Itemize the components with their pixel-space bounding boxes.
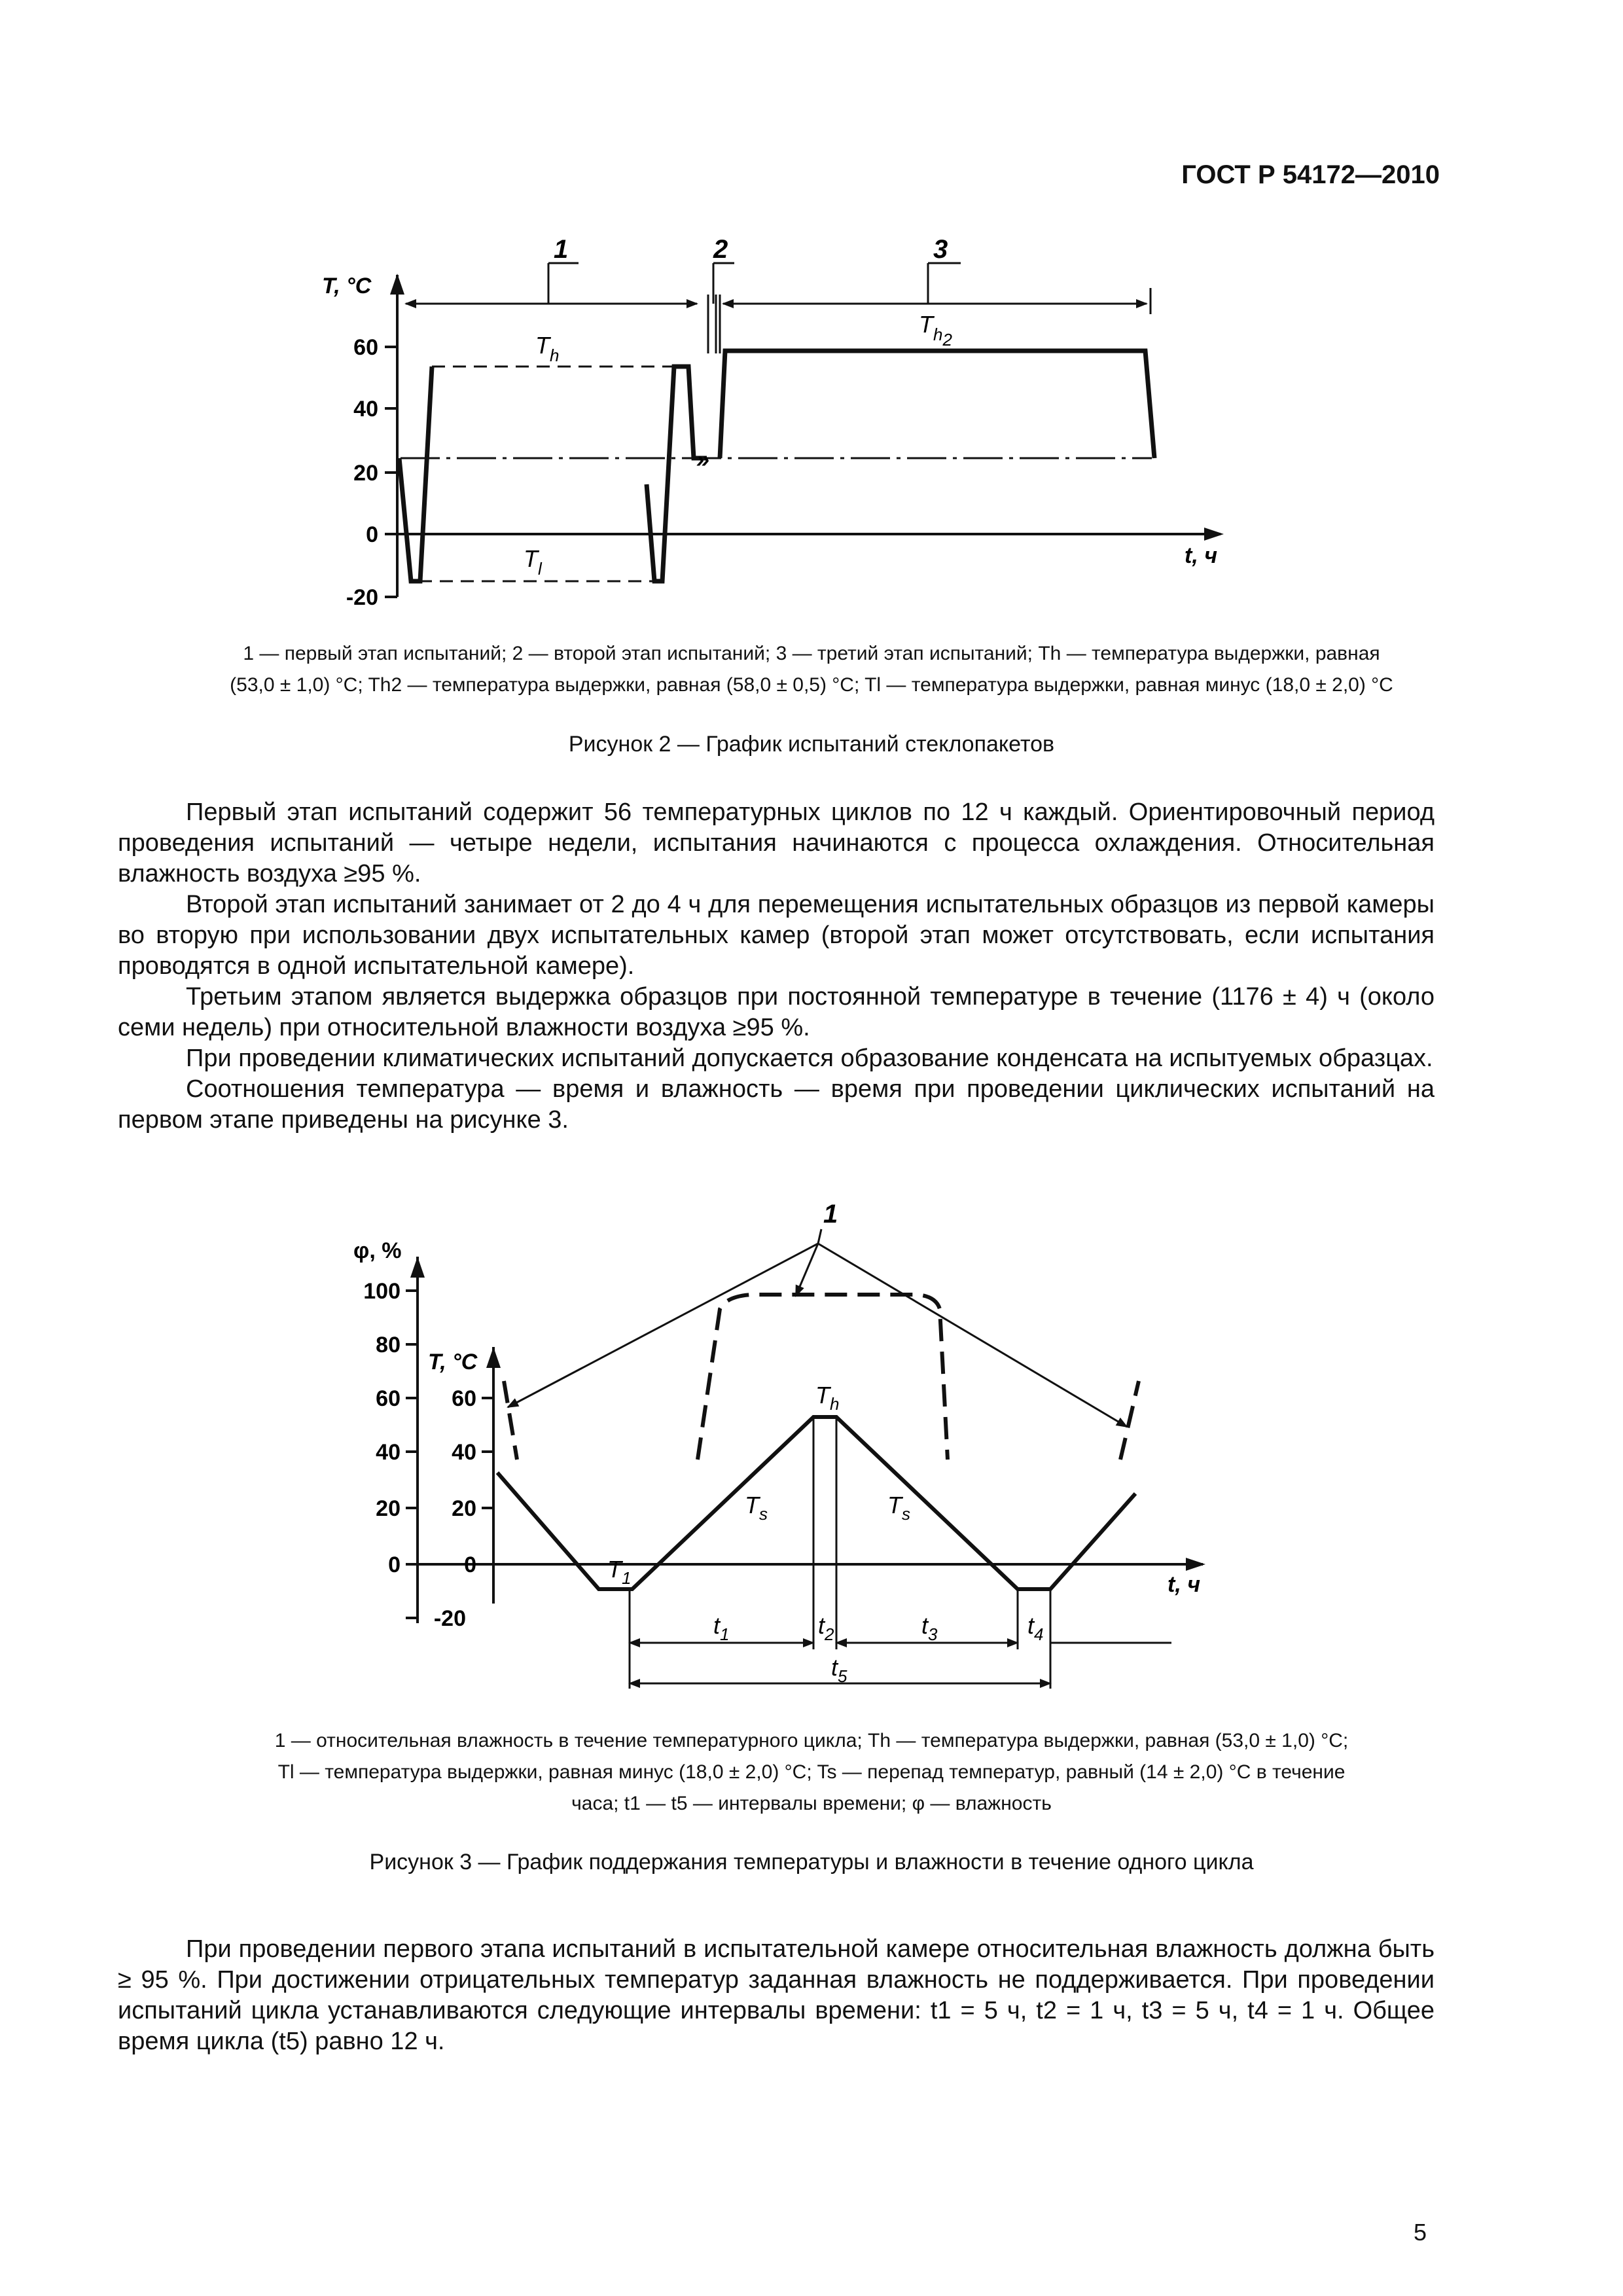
- fig2-tick-40: 40: [353, 397, 378, 422]
- fig2-tl-label: $T_l$: [524, 545, 542, 579]
- page-number: 5: [1414, 2219, 1427, 2246]
- fig2-profile-1: [399, 367, 432, 581]
- fig3-t4-label: $t_4$: [1027, 1612, 1044, 1644]
- paragraph: Соотношения температура — время и влажность — время при проведении циклических испытаний на первом этапе приведены на рисунке 3.: [118, 1075, 1435, 1134]
- fig2-x-axis-label: t, ч: [1185, 543, 1218, 568]
- fig3-phi-tick: 60: [376, 1386, 401, 1411]
- fig2-tick-20: 20: [353, 461, 378, 486]
- fig3-phi-tick: 80: [376, 1333, 401, 1357]
- fig2-caption: Рисунок 2 — График испытаний стеклопакетов: [568, 732, 1055, 757]
- fig2-tick-0: 0: [366, 522, 378, 547]
- fig3-legend: [118, 1725, 1505, 1820]
- fig3-phi-axis-label: φ, %: [353, 1238, 402, 1263]
- fig2-legend: [118, 638, 1505, 701]
- fig2-profile-2: [647, 367, 710, 581]
- fig2-th-label: $T_h$: [535, 332, 560, 365]
- fig3-phi-tick: 100: [363, 1279, 401, 1304]
- paragraph: При проведении климатических испытаний допускается образование конденсата на испытуемых образцах.: [186, 1045, 1433, 1072]
- fig3-t-tick: 40: [452, 1440, 476, 1465]
- fig2-marker-1: 1: [554, 235, 569, 264]
- fig2-marker-2: 2: [713, 235, 728, 264]
- fig3-t5-label: $t_5$: [831, 1654, 847, 1686]
- paragraph: Третьим этапом является выдержка образцов при постоянной температуре в течение (1176 ± 4) ч (около семи недель) при относительной влажности воздуха ≥95 %.: [118, 983, 1435, 1041]
- fig3-t-tick: 0: [464, 1552, 476, 1577]
- paragraph: Второй этап испытаний занимает от 2 до 4 ч для перемещения испытательных образцов из первой камеры во вторую при использовании двух испытательных камер (второй этап может отсутствовать, если испытания проводятся в одной испытательной камере).: [118, 891, 1435, 980]
- fig2-legend-line2: (53,0 ± 1,0) °C; Th2 — температура выдержки, равная (58,0 ± 0,5) °C; Tl — температура выдержки, равная минус (18,0 ± 2,0) °C: [230, 674, 1393, 696]
- paragraph: Первый этап испытаний содержит 56 температурных циклов по 12 ч каждый. Ориентировочный период проведения испытаний — четыре недели, испытания начинаются с процесса охлаждения. Относительная влажность воздуха ≥95 %.: [118, 798, 1435, 888]
- fig2-break-mark: »: [696, 446, 710, 473]
- fig3-th-label: $T_h$: [815, 1382, 840, 1414]
- fig2-profile-3: [720, 351, 1154, 458]
- fig3-phi-tick: 20: [376, 1496, 401, 1521]
- fig2-th2-label: $T_{h2}$: [919, 311, 952, 350]
- fig3-legend-line3: часа; t1 — t5 — интервалы времени; φ — влажность: [571, 1793, 1052, 1814]
- fig3-ts-left-label: $T_s$: [745, 1492, 768, 1524]
- fig2-tick-minus20: -20: [346, 585, 378, 610]
- fig3-t-axis-label: T, °C: [428, 1350, 478, 1374]
- fig3-legend-line2: Tl — температура выдержки, равная минус (18,0 ± 2,0) °C; Ts — перепад температур, равный (14 ± 2,0) °C в течение: [277, 1761, 1346, 1783]
- figure-3-chart: [0, 1191, 1623, 1715]
- paragraph: При проведении первого этапа испытаний в испытательной камере относительная влажность должна быть ≥ 95 %. При достижении отрицательных температур заданная влажность не поддерживается. При проведении испытаний цикла устанавливаются следующие интервалы времени: t1 = 5 ч, t2 = 1 ч, t3 = 5 ч, t4 = 1 ч. Общее время цикла (t5) равно 12 ч.: [118, 1935, 1435, 2055]
- fig3-t1-temp-label: $T_1$: [607, 1556, 632, 1588]
- standard-number: ГОСТ Р 54172—2010: [1181, 160, 1440, 189]
- fig3-t1-label: $t_1$: [713, 1612, 730, 1644]
- fig3-ts-right-label: $T_s$: [887, 1492, 910, 1524]
- fig3-t3-label: $t_3$: [921, 1612, 938, 1644]
- fig3-t-tick: 20: [452, 1496, 476, 1521]
- figure-2-chart: [0, 0, 1623, 641]
- fig3-phi-tick: 0: [388, 1552, 401, 1577]
- fig3-x-axis-label: t, ч: [1168, 1572, 1201, 1597]
- body-text-2: [118, 1934, 1435, 2057]
- fig2-y-axis-label: T, °C: [322, 274, 372, 298]
- body-text-1: [118, 797, 1435, 1136]
- fig3-phi-tick: 40: [376, 1440, 401, 1465]
- fig3-caption: Рисунок 3 — График поддержания температуры и влажности в течение одного цикла: [369, 1850, 1254, 1874]
- fig2-legend-line1: 1 — первый этап испытаний; 2 — второй этап испытаний; 3 — третий этап испытаний; Th — температура выдержки, равная: [243, 643, 1380, 664]
- fig3-t2-label: $t_2$: [818, 1612, 834, 1644]
- fig3-legend-line1: 1 — относительная влажность в течение температурного цикла; Th — температура выдержки, равная (53,0 ± 1,0) °C;: [274, 1730, 1349, 1751]
- fig2-marker-3: 3: [933, 235, 948, 264]
- fig3-t-tick: 60: [452, 1386, 476, 1411]
- fig2-tick-60: 60: [353, 335, 378, 360]
- fig3-marker-1: 1: [823, 1200, 838, 1229]
- fig3-phi-tick: -20: [433, 1606, 466, 1631]
